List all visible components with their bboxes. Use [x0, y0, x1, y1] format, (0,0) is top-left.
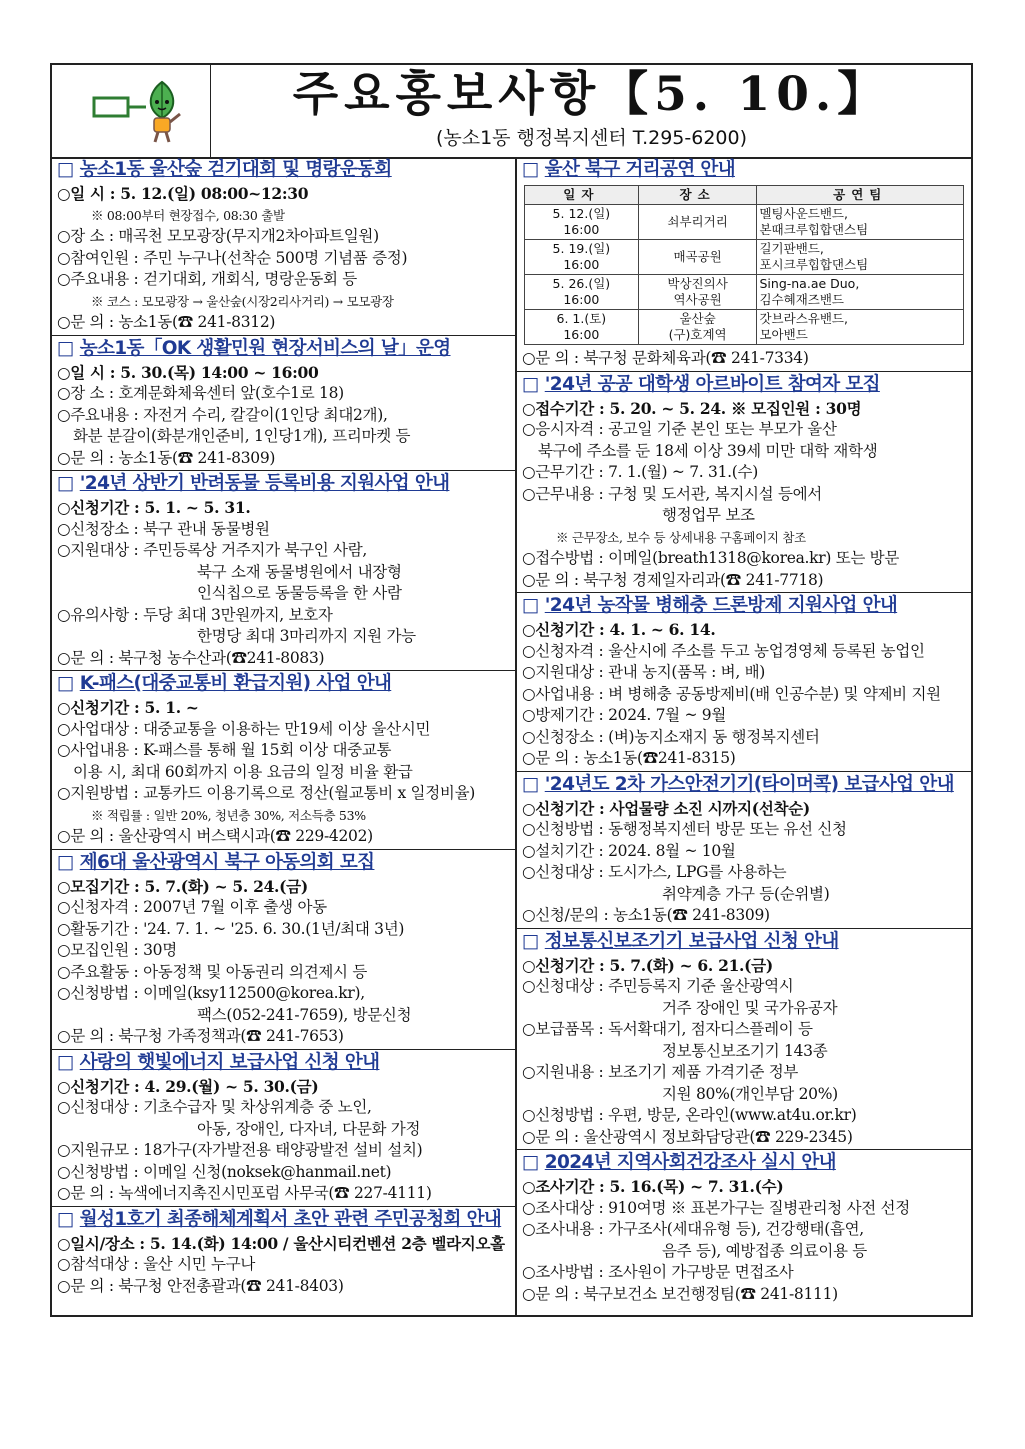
- info-line: ○신청방법 : 동행정복지센터 방문 또는 유선 신청: [522, 820, 847, 838]
- info-line: 인식칩으로 동물등록을 한 사람: [197, 584, 402, 602]
- info-line: ○문 의 : 울산광역시 정보화담당관(☎ 229-2345): [522, 1127, 853, 1146]
- info-line: ○신청기간 : 사업물량 소진 시까지(선착순): [522, 798, 810, 818]
- notice-section: [52, 336, 515, 472]
- section-title-text: '24년도 2차 가스안전기기(타이머콕) 보급사업 안내: [544, 773, 954, 795]
- info-line: ○문 의 : 북구청 가족정책과(☎ 241-7653): [57, 1027, 344, 1045]
- notice-sheet: [50, 63, 973, 1317]
- checkbox-square-icon: □: [57, 337, 80, 359]
- section-title: [57, 850, 512, 876]
- info-line: ○조사방법 : 조사원이 가구방문 면접조사: [522, 1263, 794, 1281]
- table-row: [525, 310, 964, 345]
- table-cell: 5. 12.(일) 16:00: [525, 205, 639, 240]
- section-title: [57, 471, 512, 497]
- table-cell: 쇠부리거리: [638, 205, 757, 240]
- info-line: ○신청대상 : 도시가스, LPG를 사용하는: [522, 863, 787, 881]
- info-line: ○조사대상 : 910여명 ※ 표본가구는 질병관리청 사전 선정: [522, 1198, 910, 1217]
- info-line: ○보급품목 : 독서확대기, 점자디스플레이 등: [522, 1020, 813, 1038]
- info-line: ○조사기간 : 5. 16.(목) ~ 7. 31.(수): [522, 1177, 784, 1196]
- info-line: ○신청장소 : (벼)농지소재지 동 행정복지센터: [522, 727, 820, 746]
- info-line: ○사업대상 : 대중교통을 이용하는 만19세 이상 울산시민: [57, 719, 431, 738]
- info-line: ○사업내용 : 벼 병해충 공동방제비(배 인공수분) 및 약제비 지원: [522, 684, 941, 703]
- info-line: ○지원방법 : 교통카드 이용기록으로 정산(월교통비 x 일정비율): [57, 784, 475, 802]
- info-line: ○신청대상 : 기초수급자 및 차상위계층 중 노인,: [57, 1098, 372, 1116]
- notice-section: [517, 772, 971, 929]
- checkbox-square-icon: □: [522, 595, 545, 616]
- section-title-text: 사랑의 햇빛에너지 보급사업 신청 안내: [79, 1051, 380, 1073]
- info-line: ○설치기간 : 2024. 8월 ~ 10월: [522, 841, 736, 860]
- table-cell: 멜팅사운드밴드, 본때크루힙합댄스팀: [757, 205, 964, 240]
- info-line: ○문 의 : 북구청 경제일자리과(☎ 241-7718): [522, 570, 824, 589]
- info-line: ○문 의 : 북구보건소 보건행정팀(☎ 241-8111): [522, 1284, 838, 1303]
- info-line: ※ 코스 : 모모광장 → 울산숲(시장2리사거리) → 모모광장: [91, 293, 394, 309]
- info-line: ○신청장소 : 북구 관내 동물병원: [57, 519, 270, 538]
- section-title-text: 울산 북구 거리공연 안내: [544, 159, 735, 180]
- notice-section: [52, 471, 515, 671]
- checkbox-square-icon: □: [57, 673, 80, 694]
- info-line: ○신청기간 : 4. 29.(월) ~ 5. 30.(금): [57, 1076, 319, 1096]
- info-line: ○모집인원 : 30명: [57, 941, 177, 959]
- info-line: ○모집기간 : 5. 7.(화) ~ 5. 24.(금): [57, 876, 308, 896]
- info-line: ○지원규모 : 18가구(자가발전용 태양광발전 설비 설치): [57, 1141, 423, 1159]
- info-line: ○문 의 : 농소1동(☎241-8315): [522, 749, 736, 767]
- info-line: ○활동기간 : '24. 7. 1. ~ '25. 6. 30.(1년/최대 3년): [57, 919, 405, 938]
- section-title-text: K-패스(대중교통비 환급지원) 사업 안내: [79, 673, 392, 694]
- table-cell: 6. 1.(토) 16:00: [525, 310, 639, 345]
- info-line: ○접수방법 : 이메일(breath1318@korea.kr) 또는 방문: [522, 549, 900, 567]
- info-line: ○지원대상 : 관내 농지(품목 : 벼, 배): [522, 663, 766, 681]
- info-line: 북구에 주소를 둔 18세 이상 39세 미만 대학 재학생: [538, 441, 878, 460]
- info-line: 아동, 장애인, 다자녀, 다문화 가정: [197, 1119, 421, 1138]
- section-title: [522, 772, 968, 798]
- section-title: [522, 1150, 968, 1176]
- info-line: 화분 분갈이(화분개인준비, 1인당1개), 프리마켓 등: [73, 427, 411, 445]
- info-line: 한명당 최대 3마리까지 지원 가능: [197, 627, 416, 645]
- info-line: ○지원대상 : 주민등록상 거주지가 북구인 사람,: [57, 541, 368, 559]
- info-line: ○신청방법 : 이메일(ksy112500@korea.kr),: [57, 984, 365, 1002]
- section-title: [57, 1207, 512, 1233]
- info-line: ○문 의 : 북구청 문화체육과(☎ 241-7334): [522, 349, 809, 367]
- info-line: ○신청기간 : 5. 7.(화) ~ 6. 21.(금): [522, 955, 773, 975]
- info-line: ○문 의 : 북구청 농수산과(☎241-8083): [57, 648, 325, 667]
- info-line: ※ 근무장소, 보수 등 상세내용 구홈페이지 참조: [556, 529, 806, 545]
- info-line: ○신청방법 : 이메일 신청(noksek@hanmail.net): [57, 1162, 392, 1181]
- notice-section: [517, 372, 971, 594]
- info-line: ○조사내용 : 가구조사(세대유형 등), 건강행태(흡연,: [522, 1220, 864, 1238]
- section-title-text: 농소1동 울산숲 걷기대회 및 명랑운동회: [79, 159, 392, 180]
- info-line: ○지원내용 : 보조기기 제품 가격기준 정부: [522, 1063, 799, 1081]
- info-line: ○참석대상 : 울산 시민 누구나: [57, 1255, 256, 1273]
- info-line: ○장 소 : 호계문화체육센터 앞(호수1로 18): [57, 384, 344, 402]
- info-line: ○문 의 : 녹색에너지촉진시민포럼 사무국(☎ 227-4111): [57, 1184, 432, 1202]
- notice-section: [517, 157, 971, 372]
- info-line: ○신청기간 : 5. 1. ~ 5. 31.: [57, 498, 251, 517]
- section-title: [57, 336, 512, 362]
- checkbox-square-icon: □: [522, 373, 545, 395]
- info-line: ○신청자격 : 2007년 7월 이후 출생 아동: [57, 898, 327, 916]
- info-line: 행정업무 보조: [662, 506, 755, 524]
- section-title: [522, 929, 968, 955]
- info-line: ○일 시 : 5. 30.(목) 14:00 ~ 16:00: [57, 362, 319, 382]
- info-line: ○방제기간 : 2024. 7월 ~ 9월: [522, 706, 727, 724]
- notice-section: [517, 929, 971, 1151]
- page-title: 주요홍보사항【5. 10.】: [292, 67, 891, 122]
- table-row: [525, 205, 964, 240]
- notice-section: [517, 593, 971, 772]
- table-row: [525, 275, 964, 310]
- table-cell: 울산숲 (구)호계역: [638, 310, 757, 345]
- info-line: 이용 시, 최대 60회까지 이용 요금의 일정 비율 환급: [73, 762, 413, 781]
- notice-section: [52, 850, 515, 1050]
- table-cell: 갓브라스유밴드, 모아밴드: [757, 310, 964, 345]
- table-cell: 박상진의사 역사공원: [638, 275, 757, 310]
- section-title-text: '24년 공공 대학생 아르바이트 참여자 모집: [544, 373, 880, 395]
- table-header-cell: 일자: [525, 186, 639, 205]
- info-line: ○문 의 : 농소1동(☎ 241-8309): [57, 448, 276, 467]
- checkbox-square-icon: □: [522, 930, 545, 952]
- checkbox-square-icon: □: [57, 1051, 80, 1073]
- checkbox-square-icon: □: [57, 851, 80, 873]
- info-line: ○응시자격 : 공고일 기준 본인 또는 부모가 울산: [522, 420, 837, 438]
- info-line: ○문 의 : 울산광역시 버스택시과(☎ 229-4202): [57, 827, 373, 845]
- info-line: ○문 의 : 북구청 안전총괄과(☎ 241-8403): [57, 1276, 344, 1295]
- right-column: [517, 157, 971, 1315]
- section-title-text: 월성1호기 최종해체계획서 초안 관련 주민공청회 안내: [79, 1208, 502, 1230]
- left-column: [52, 157, 517, 1315]
- section-title: [522, 372, 968, 398]
- checkbox-square-icon: □: [57, 473, 80, 494]
- info-line: ○문 의 : 농소1동(☎ 241-8312): [57, 313, 276, 331]
- table-cell: 길기판밴드, 포시크루힙합댄스팀: [757, 240, 964, 275]
- section-title-text: '24년 상반기 반려동물 등록비용 지원사업 안내: [79, 473, 450, 494]
- section-title: [57, 1050, 512, 1076]
- table-cell: 매곡공원: [638, 240, 757, 275]
- notice-section: [52, 1050, 515, 1207]
- checkbox-square-icon: □: [522, 773, 545, 795]
- section-title: [522, 157, 968, 183]
- info-line: ○장 소 : 매곡천 모모광장(무지개2차아파트일원): [57, 227, 379, 245]
- section-title: [522, 593, 968, 619]
- section-title: [57, 157, 512, 183]
- info-line: ○근무내용 : 구청 및 도서관, 복지시설 등에서: [522, 484, 822, 503]
- section-title-text: '24년 농작물 병해충 드론방제 지원사업 안내: [544, 595, 898, 616]
- notice-section: [52, 157, 515, 336]
- info-line: 팩스(052-241-7659), 방문신청: [197, 1005, 412, 1024]
- info-line: ○신청방법 : 우편, 방문, 온라인(www.at4u.or.kr): [522, 1106, 857, 1124]
- section-title-text: 정보통신보조기기 보급사업 신청 안내: [544, 930, 839, 952]
- performance-table: [524, 185, 964, 345]
- checkbox-square-icon: □: [522, 159, 545, 180]
- page-subtitle: (농소1동 행정복지센터 T.295-6200): [435, 127, 748, 149]
- info-line: ○근무기간 : 7. 1.(월) ~ 7. 31.(수): [522, 463, 758, 481]
- info-line: ※ 적립률 : 일반 20%, 청년층 30%, 저소득층 53%: [91, 807, 366, 823]
- info-line: ○접수기간 : 5. 20. ~ 5. 24. ※ 모집인원 : 30명: [522, 398, 862, 418]
- table-cell: 5. 19.(일) 16:00: [525, 240, 639, 275]
- info-line: ○참여인원 : 주민 누구나(선착순 500명 기념품 증정): [57, 248, 408, 267]
- info-line: ○주요활동 : 아동정책 및 아동권리 의견제시 등: [57, 962, 368, 981]
- section-title: [57, 671, 512, 697]
- table-row: [525, 240, 964, 275]
- info-line: ○신청대상 : 주민등록지 기준 울산광역시: [522, 977, 794, 995]
- table-cell: Sing-na.ae Duo, 김수혜재즈밴드: [757, 275, 964, 310]
- table-header-cell: 공연팀: [757, 186, 964, 205]
- info-line: ○신청기간 : 4. 1. ~ 6. 14.: [522, 620, 716, 639]
- notice-section: [52, 1207, 515, 1299]
- info-line: 북구 소재 동물병원에서 내장형: [197, 562, 402, 581]
- info-line: ○사업내용 : K-패스를 통해 월 15회 이상 대중교통: [57, 741, 392, 759]
- info-line: 음주 등), 예방접종 의료이용 등: [662, 1241, 867, 1260]
- info-line: ○주요내용 : 걷기대회, 개회식, 명랑운동회 등: [57, 270, 357, 288]
- info-line: ○신청/문의 : 농소1동(☎ 241-8309): [522, 906, 770, 924]
- checkbox-square-icon: □: [57, 1208, 80, 1230]
- info-line: 취약계층 가구 등(순위별): [662, 884, 830, 903]
- header: [52, 65, 971, 159]
- notice-section: [52, 671, 515, 850]
- info-line: ○신청기간 : 5. 1. ~: [57, 698, 199, 717]
- info-line: ○유의사항 : 두당 최대 3만원까지, 보호자: [57, 605, 333, 624]
- info-line: ○신청자격 : 울산시에 주소를 두고 농업경영체 등록된 농업인: [522, 641, 925, 660]
- mascot-logo-cell: [52, 65, 211, 157]
- info-line: ○일 시 : 5. 12.(일) 08:00~12:30: [57, 184, 309, 203]
- section-title-text: 2024년 지역사회건강조사 실시 안내: [544, 1152, 836, 1173]
- leaf-mascot-icon: [88, 76, 208, 146]
- info-line: ○주요내용 : 자전거 수리, 칼갈이(1인당 최대2개),: [57, 405, 388, 424]
- table-cell: 5. 26.(일) 16:00: [525, 275, 639, 310]
- section-title-text: 제6대 울산광역시 북구 아동의회 모집: [79, 851, 375, 873]
- checkbox-square-icon: □: [57, 159, 80, 180]
- info-line: 지원 80%(개인부담 20%): [662, 1084, 838, 1103]
- section-title-text: 농소1동「OK 생활민원 현장서비스의 날」운영: [79, 337, 451, 359]
- info-line: ※ 08:00부터 현장접수, 08:30 출발: [91, 207, 285, 223]
- info-line: 거주 장애인 및 국가유공자: [662, 998, 838, 1017]
- checkbox-square-icon: □: [522, 1152, 545, 1173]
- notice-section: [517, 1150, 971, 1306]
- table-header-cell: 장소: [638, 186, 757, 205]
- info-line: 정보통신보조기기 143종: [662, 1041, 828, 1060]
- info-line: ○일시/장소 : 5. 14.(화) 14:00 / 울산시티컨벤션 2층 벨라지오홀: [57, 1233, 505, 1253]
- table-header-row: [525, 186, 964, 205]
